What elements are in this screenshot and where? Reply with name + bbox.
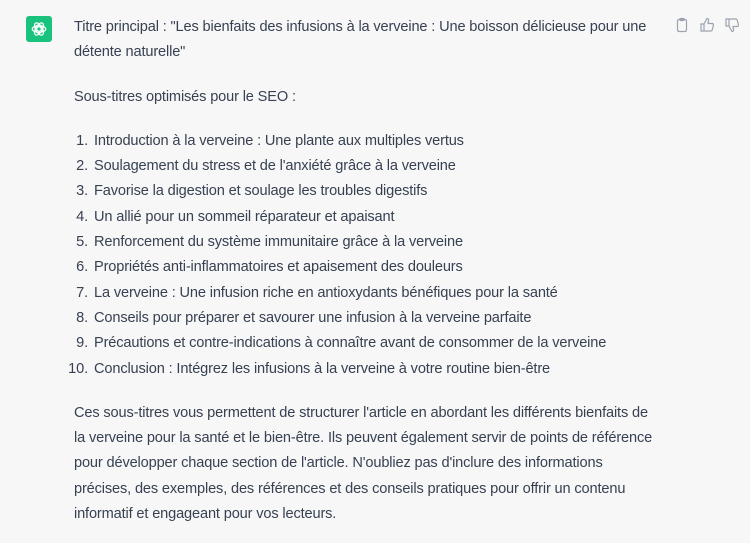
list-item <box>74 154 684 179</box>
thumbs-down-icon[interactable] <box>724 17 740 33</box>
list-text: La verveine : Une infusion riche en antioxydants bénéfiques pour la santé <box>94 284 558 301</box>
openai-logo-icon <box>30 20 48 38</box>
list-number: 2. <box>76 158 88 175</box>
assistant-message <box>68 15 684 527</box>
assistant-avatar <box>26 16 52 42</box>
list-number: 6. <box>76 259 88 276</box>
list-item <box>74 255 684 280</box>
conclusion-line: la verveine pour la santé et le bien-être. Ils peuvent également servir de points de référence <box>74 430 653 447</box>
list-text: Favorise la digestion et soulage les troubles digestifs <box>94 183 428 200</box>
list-item <box>74 230 684 255</box>
list-number: 4. <box>76 208 88 225</box>
conclusion-line: précises, des exemples, des références et des conseils pratiques pour offrir un contenu <box>74 480 626 497</box>
conclusion-line: informatif et engageant pour vos lecteurs. <box>74 506 337 523</box>
title-line: Titre principal : "Les bienfaits des infusions à la verveine : Une boisson délicieuse pour une <box>74 19 647 35</box>
list-item <box>68 357 684 382</box>
list-text: Propriétés anti-inflammatoires et apaisement des douleurs <box>94 259 463 276</box>
clipboard-icon[interactable] <box>674 17 690 33</box>
list-item <box>74 205 684 230</box>
list-number: 7. <box>76 284 88 301</box>
list-item <box>74 306 684 331</box>
list-number: 10. <box>68 360 88 377</box>
list-text: Conseils pour préparer et savourer une infusion à la verveine parfaite <box>94 309 532 326</box>
list-number: 3. <box>76 183 88 200</box>
list-text: Un allié pour un sommeil réparateur et apaisant <box>94 208 395 225</box>
subtitle-list <box>68 129 684 382</box>
conclusion-line: Ces sous-titres vous permettent de structurer l'article en abordant les différents bienfaits de <box>74 404 648 421</box>
list-number: 9. <box>76 335 88 352</box>
thumbs-up-icon[interactable] <box>699 17 715 33</box>
list-item <box>74 179 684 204</box>
title-line: détente naturelle" <box>74 44 186 61</box>
list-text: Renforcement du système immunitaire grâce à la verveine <box>94 234 463 251</box>
list-text: Conclusion : Intégrez les infusions à la verveine à votre routine bien-être <box>94 360 551 377</box>
subtitle-intro: Sous-titres optimisés pour le SEO : <box>74 88 296 105</box>
conclusion-line: pour développer chaque section de l'article. N'oubliez pas d'inclure des informations <box>74 455 603 472</box>
list-number: 1. <box>76 132 88 149</box>
list-text: Introduction à la verveine : Une plante aux multiples vertus <box>94 132 464 149</box>
list-item <box>74 281 684 306</box>
list-item <box>74 331 684 356</box>
list-text: Soulagement du stress et de l'anxiété grâce à la verveine <box>94 158 456 175</box>
list-item <box>74 129 684 154</box>
list-text: Précautions et contre-indications à connaître avant de consommer de la verveine <box>94 335 607 352</box>
list-number: 5. <box>76 234 88 251</box>
list-number: 8. <box>76 309 88 326</box>
message-actions <box>674 17 740 33</box>
